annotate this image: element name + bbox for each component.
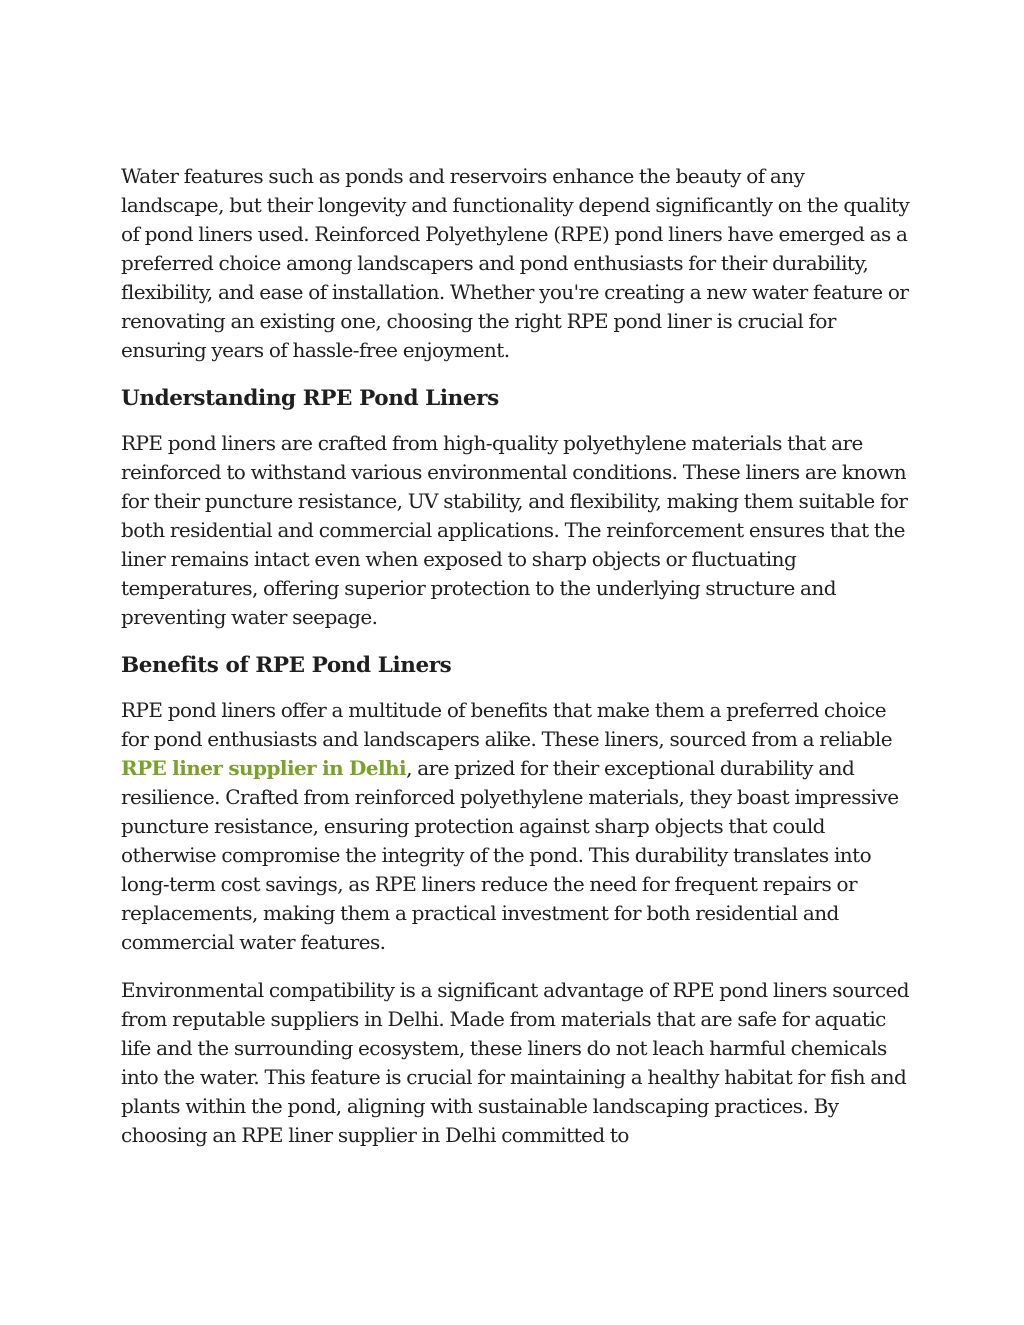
- heading-benefits: Benefits of RPE Pond Liners: [121, 653, 452, 678]
- rpe-liner-supplier-link[interactable]: RPE liner supplier in Delhi: [121, 756, 407, 780]
- environmental-paragraph: Environmental compatibility is a significant advantage of RPE pond liners sourced from reputable suppliers in Delhi. Made from materials that are safe for aquatic life and the surrounding ecosystem, these liners do not leach harmful chemicals into the water. This feature is crucial for maintaining a healthy habitat for fish and plants within the pond, aligning with sustainable landscaping practices. By choosing an RPE liner supplier in Delhi committed to: [121, 978, 910, 1147]
- document-body: [121, 162, 911, 1169]
- benefits-paragraph: [121, 696, 911, 957]
- intro-paragraph: Water features such as ponds and reservoirs enhance the beauty of any landscape, but their longevity and functionality depend significantly on the quality of pond liners used. Reinforced Polyethylene (RPE) pond liners have emerged as a preferred choice among landscapers and pond enthusiasts for their durability, flexibility, and ease of installation. Whether you're creating a new water feature or renovating an existing one, choosing the right RPE pond liner is crucial for ensuring years of hassle-free enjoyment.: [121, 164, 910, 362]
- understanding-paragraph: RPE pond liners are crafted from high-quality polyethylene materials that are reinforced to withstand various environmental conditions. These liners are known for their puncture resistance, UV stability, and flexibility, making them suitable for both residential and commercial applications. The reinforcement ensures that the liner remains intact even when exposed to sharp objects or fluctuating temperatures, offering superior protection to the underlying structure and preventing water seepage.: [121, 431, 908, 629]
- heading-understanding: Understanding RPE Pond Liners: [121, 386, 499, 411]
- benefits-text-start: RPE pond liners offer a multitude of benefits that make them a preferred choice for pond enthusiasts and landscapers alike. These liners, sourced from a reliable: [121, 698, 893, 751]
- benefits-text-end: , are prized for their exceptional durability and resilience. Crafted from reinforced polyethylene materials, they boast impressive puncture resistance, ensuring protection against sharp objects that could otherwise compromise the integrity of the pond. This durability translates into long-term cost savings, as RPE liners reduce the need for frequent repairs or replacements, making them a practical investment for both residential and commercial water features.: [121, 756, 899, 954]
